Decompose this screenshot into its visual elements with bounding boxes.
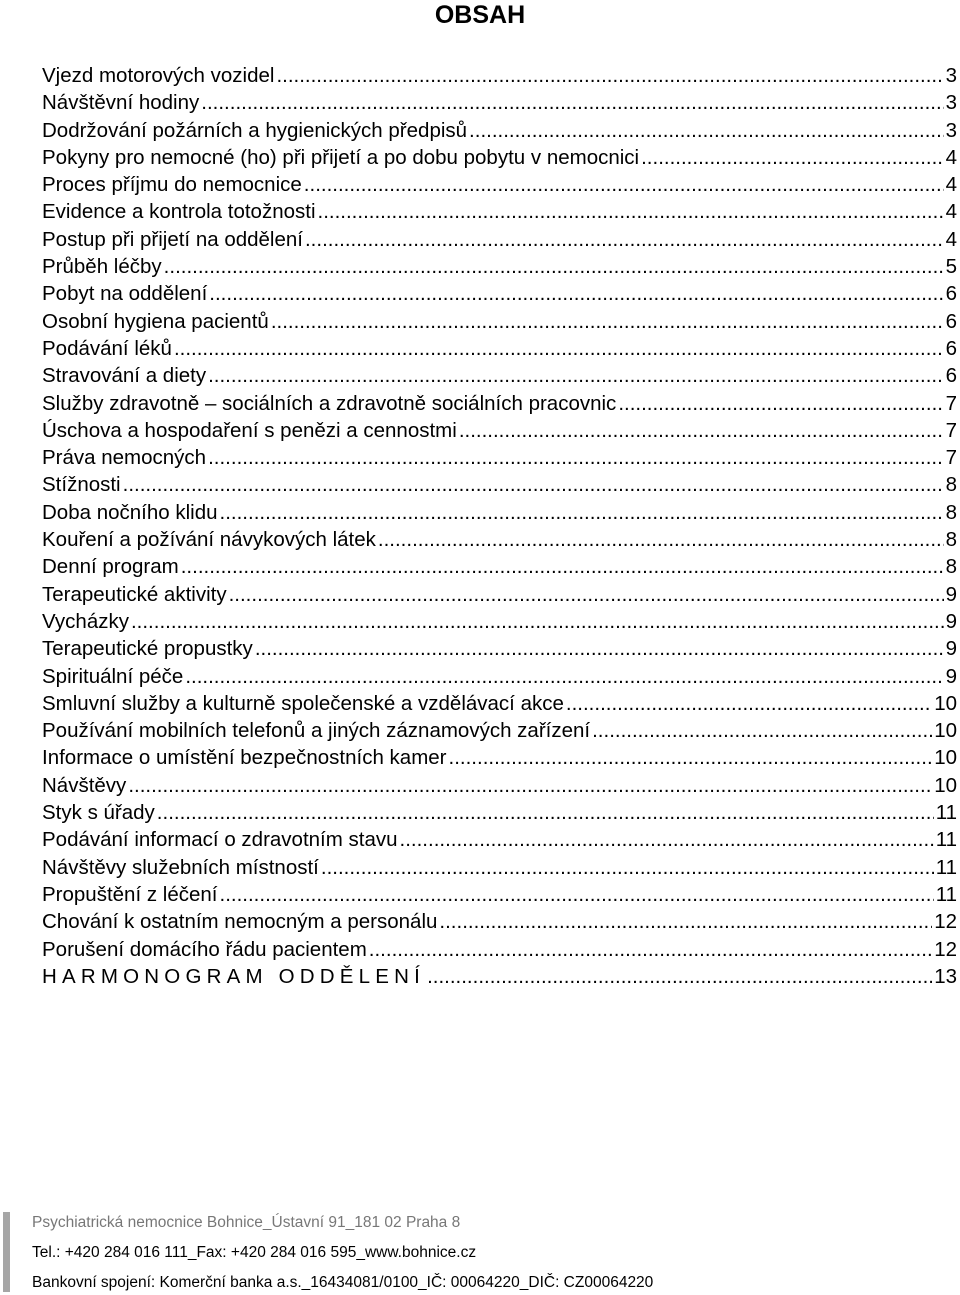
toc-entry[interactable] [42,581,957,608]
toc-entry-page: 8 [945,555,957,579]
toc-entry-label: Propuštění z léčení [42,882,218,906]
toc-entry-label: Porušení domácího řádu pacientem [42,937,367,961]
toc-entry[interactable] [42,362,957,389]
toc-dot-leader [459,417,944,444]
toc-entry[interactable] [42,417,957,444]
toc-dot-leader [174,335,944,362]
toc-entry-label: Doba nočního klidu [42,500,218,524]
toc-entry-page: 10 [934,773,957,797]
toc-entry-label: Průběh léčby [42,255,162,279]
toc-dot-leader [618,390,943,417]
toc-entry[interactable] [42,881,957,908]
table-of-contents [42,62,957,990]
toc-entry-page: 3 [945,118,957,142]
toc-entry[interactable] [42,117,957,144]
toc-dot-leader [305,226,944,253]
toc-dot-leader [439,908,932,935]
toc-entry-label: Používání mobilních telefonů a jiných záznamových zařízení [42,719,591,743]
toc-entry-label: Služby zdravotně – sociálních a zdravotně sociálních pracovnic [42,391,617,415]
toc-dot-leader [271,308,944,335]
toc-entry-label: Styk s úřady [42,801,155,825]
toc-entry-page: 7 [945,418,957,442]
toc-entry[interactable] [42,963,957,990]
toc-dot-leader [427,963,932,990]
toc-entry[interactable] [42,826,957,853]
toc-dot-leader [181,553,944,580]
toc-entry-label: Postup při přijetí na oddělení [42,227,303,251]
toc-entry-page: 4 [945,200,957,224]
toc-entry[interactable] [42,908,957,935]
toc-dot-leader [201,89,943,116]
toc-entry[interactable] [42,144,957,171]
toc-dot-leader [378,526,944,553]
toc-entry-label: Dodržování požárních a hygienických předpisů [42,118,468,142]
toc-dot-leader [566,690,932,717]
toc-entry[interactable] [42,226,957,253]
toc-entry-label: Návštěvy [42,773,127,797]
toc-entry-page: 8 [945,473,957,497]
toc-dot-leader [469,117,944,144]
toc-entry-page: 9 [945,582,957,606]
toc-entry-page: 4 [945,145,957,169]
toc-entry-page: 8 [945,528,957,552]
toc-entry-page: 10 [934,719,957,743]
toc-dot-leader [185,663,943,690]
footer-bank-info: Bankovní spojení: Komerční banka a.s._16434081/0100_IČ: 00064220_DIČ: CZ00064220 [32,1274,654,1291]
toc-entry[interactable] [42,854,957,881]
toc-entry-label: Pobyt na oddělení [42,282,208,306]
toc-entry-label: Denní program [42,555,179,579]
toc-entry-label: Úschova a hospodaření s penězi a cennostmi [42,418,457,442]
toc-entry-page: 3 [945,64,957,87]
toc-entry-label: Terapeutické propustky [42,637,253,661]
toc-entry-label: Kouření a požívání návykových látek [42,528,376,552]
toc-dot-leader [304,171,944,198]
toc-entry-page: 13 [934,964,957,988]
toc-entry-page: 6 [945,282,957,306]
toc-entry-label: Návštěvy služebních místností [42,855,319,879]
toc-entry-page: 6 [945,336,957,360]
toc-entry-page: 5 [945,255,957,279]
toc-entry[interactable] [42,198,957,225]
toc-entry[interactable] [42,690,957,717]
toc-dot-leader [369,936,932,963]
toc-dot-leader [641,144,943,171]
toc-entry-page: 4 [945,227,957,251]
toc-dot-leader [157,799,934,826]
toc-entry[interactable] [42,772,957,799]
toc-entry[interactable] [42,608,957,635]
toc-dot-leader [400,826,934,853]
toc-entry[interactable] [42,89,957,116]
toc-entry-page: 10 [934,691,957,715]
toc-entry-label: Evidence a kontrola totožnosti [42,200,316,224]
toc-entry[interactable] [42,744,957,771]
toc-entry[interactable] [42,471,957,498]
toc-dot-leader [318,198,944,225]
toc-entry-label: Informace o umístění bezpečnostních kamer [42,746,447,770]
toc-dot-leader [255,635,944,662]
toc-entry[interactable] [42,635,957,662]
toc-entry-page: 7 [945,391,957,415]
toc-entry-label: Osobní hygiena pacientů [42,309,269,333]
toc-dot-leader [592,717,932,744]
toc-entry-page: 10 [934,746,957,770]
toc-entry[interactable] [42,499,957,526]
toc-entry[interactable] [42,308,957,335]
page-title: OBSAH [434,1,526,29]
toc-entry-page: 11 [935,855,957,879]
toc-entry-label: Terapeutické aktivity [42,582,227,606]
toc-dot-leader [220,499,944,526]
toc-entry[interactable] [42,799,957,826]
toc-entry[interactable] [42,717,957,744]
toc-dot-leader [131,608,944,635]
toc-entry[interactable] [42,553,957,580]
toc-entry-page: 11 [935,882,957,906]
toc-dot-leader [220,881,934,908]
toc-entry-label: Podávání léků [42,336,172,360]
toc-entry-page: 11 [935,828,957,852]
toc-entry-label: HARMONOGRAM ODDĚLENÍ [42,964,426,988]
footer-address: Psychiatrická nemocnice Bohnice_Ústavní 91_181 02 Praha 8 [32,1214,461,1231]
toc-dot-leader [449,744,933,771]
toc-dot-leader [123,471,944,498]
toc-entry-label: Chování k ostatním nemocným a personálu [42,910,438,934]
toc-entry-label: Vycházky [42,609,129,633]
toc-entry-page: 7 [945,446,957,470]
toc-entry[interactable] [42,253,957,280]
toc-entry[interactable] [42,663,957,690]
toc-entry-label: Pokyny pro nemocné (ho) při přijetí a po dobu pobytu v nemocnici [42,145,640,169]
toc-entry-label: Smluvní služby a kulturně společenské a vzdělávací akce [42,691,564,715]
toc-entry-page: 9 [945,609,957,633]
toc-dot-leader [321,854,934,881]
toc-entry[interactable] [42,335,957,362]
toc-entry-label: Vjezd motorových vozidel [42,64,275,87]
toc-entry-page: 3 [945,91,957,115]
toc-dot-leader [209,280,943,307]
toc-dot-leader [128,772,932,799]
footer-contact: Tel.: +420 284 016 111_Fax: +420 284 016 595_www.bohnice.cz [32,1244,477,1261]
footer-accent-bar [3,1212,10,1292]
toc-entry[interactable] [42,390,957,417]
toc-entry-page: 12 [934,910,957,934]
toc-entry-label: Práva nemocných [42,446,207,470]
toc-entry-label: Stížnosti [42,473,121,497]
toc-entry-page: 12 [934,937,957,961]
toc-entry-page: 11 [935,801,957,825]
toc-entry-page: 8 [945,500,957,524]
toc-entry[interactable] [42,444,957,471]
toc-entry[interactable] [42,526,957,553]
toc-entry-page: 9 [945,664,957,688]
toc-entry-page: 9 [945,637,957,661]
toc-dot-leader [208,362,944,389]
toc-entry-page: 4 [945,173,957,197]
toc-dot-leader [276,62,943,89]
toc-entry[interactable] [42,62,957,89]
toc-dot-leader [208,444,944,471]
toc-entry-label: Stravování a diety [42,364,207,388]
toc-dot-leader [229,581,944,608]
toc-entry-page: 6 [945,364,957,388]
toc-entry[interactable] [42,936,957,963]
toc-entry-label: Návštěvní hodiny [42,91,200,115]
toc-entry-label: Podávání informací o zdravotním stavu [42,828,398,852]
toc-entry-label: Proces příjmu do nemocnice [42,173,302,197]
toc-entry-page: 6 [945,309,957,333]
toc-entry[interactable] [42,171,957,198]
toc-dot-leader [164,253,944,280]
toc-entry[interactable] [42,280,957,307]
toc-entry-label: Spirituální péče [42,664,184,688]
